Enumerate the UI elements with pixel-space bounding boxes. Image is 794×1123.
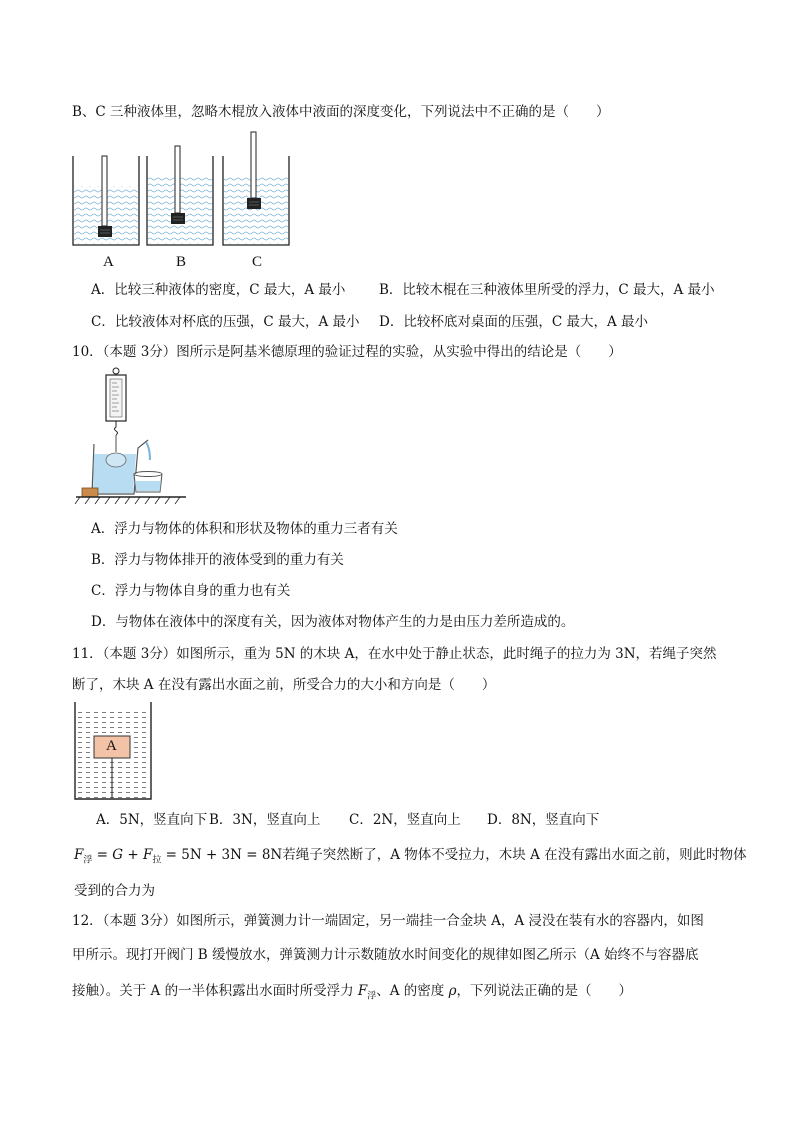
q11-option-d: D．8N，竖直向下: [487, 812, 600, 828]
beaker-label-c: C: [252, 254, 263, 270]
q10-option-c: C．浮力与物体自身的重力也有关: [91, 583, 291, 599]
q11-option-a: A．5N，竖直向下: [96, 812, 208, 828]
q10-option-b: B．浮力与物体排开的液体受到的重力有关: [91, 552, 344, 568]
q9-option-b: B．比较木棍在三种液体里所受的浮力，C 最大，A 最小: [379, 282, 715, 298]
formula-f-buoyancy: F: [74, 847, 84, 863]
beaker-a: [73, 156, 139, 245]
block-label-a: A: [106, 738, 117, 754]
q9-option-d: D．比较杯底对桌面的压强，C 最大，A 最小: [379, 314, 648, 330]
beakers-figure: [68, 128, 294, 250]
q11-explanation-text: 若绳子突然断了，A 物体不受拉力，木块 A 在没有露出水面之前，则此时物体: [282, 847, 747, 863]
q9-option-c: C．比较液体对杯底的压强，C 最大，A 最小: [91, 314, 360, 330]
beaker-b: [147, 146, 213, 245]
q11-explanation-line1: $F_浮 = G + F_拉 = 5N + 3N = 8N$若绳子突然断了，A 物体不受拉力，木块 A 在没有露出水面之前，则此时物体: [74, 847, 747, 866]
q12-line3: 接触）。关于 A 的一半体积露出水面时所受浮力 $F_浮$、A 的密度 ρ，下列说法正确的是（ ）: [72, 983, 633, 1002]
q9-option-a: A．比较三种液体的密度，C 最大，A 最小: [91, 282, 346, 298]
q11-explanation-line2: 受到的合力为: [74, 883, 155, 899]
q10-stem: 10．（本题 3分）图所示是阿基米德原理的验证过程的实验，从实验中得出的结论是（ ）: [72, 344, 622, 360]
q11-stem-line2: 断了，木块 A 在没有露出水面之前，所受合力的大小和方向是（ ）: [72, 677, 496, 693]
q10-option-d: D．与物体在液体中的深度有关，因为液体对物体产生的力是由压力差所造成的。: [91, 614, 575, 630]
q11-option-c: C．2N，竖直向上: [349, 812, 461, 828]
beaker-c: [223, 132, 289, 245]
q9-stem-tail: B、C 三种液体里，忽略木棍放入液体中液面的深度变化，下列说法中不正确的是（ ）: [72, 104, 610, 120]
q12-line2: 甲所示。现打开阀门 B 缓慢放水，弹簧测力计示数随放水时间变化的规律如图乙所示（A 始终不与容器底: [72, 947, 699, 963]
beaker-label-b: B: [176, 254, 187, 270]
q10-option-a: A．浮力与物体的体积和形状及物体的重力三者有关: [91, 521, 398, 537]
beaker-label-a: A: [103, 254, 114, 270]
archimedes-figure: [72, 366, 188, 508]
q11-stem-line1: 11．（本题 3分）如图所示，重为 5N 的木块 A，在水中处于静止状态，此时绳子的拉力为 3N，若绳子突然: [72, 646, 717, 662]
q11-option-b: B．3N，竖直向上: [209, 812, 321, 828]
q12-line1: 12．（本题 3分）如图所示，弹簧测力计一端固定，另一端挂一合金块 A，A 浸没在装有水的容器内，如图: [72, 913, 704, 929]
